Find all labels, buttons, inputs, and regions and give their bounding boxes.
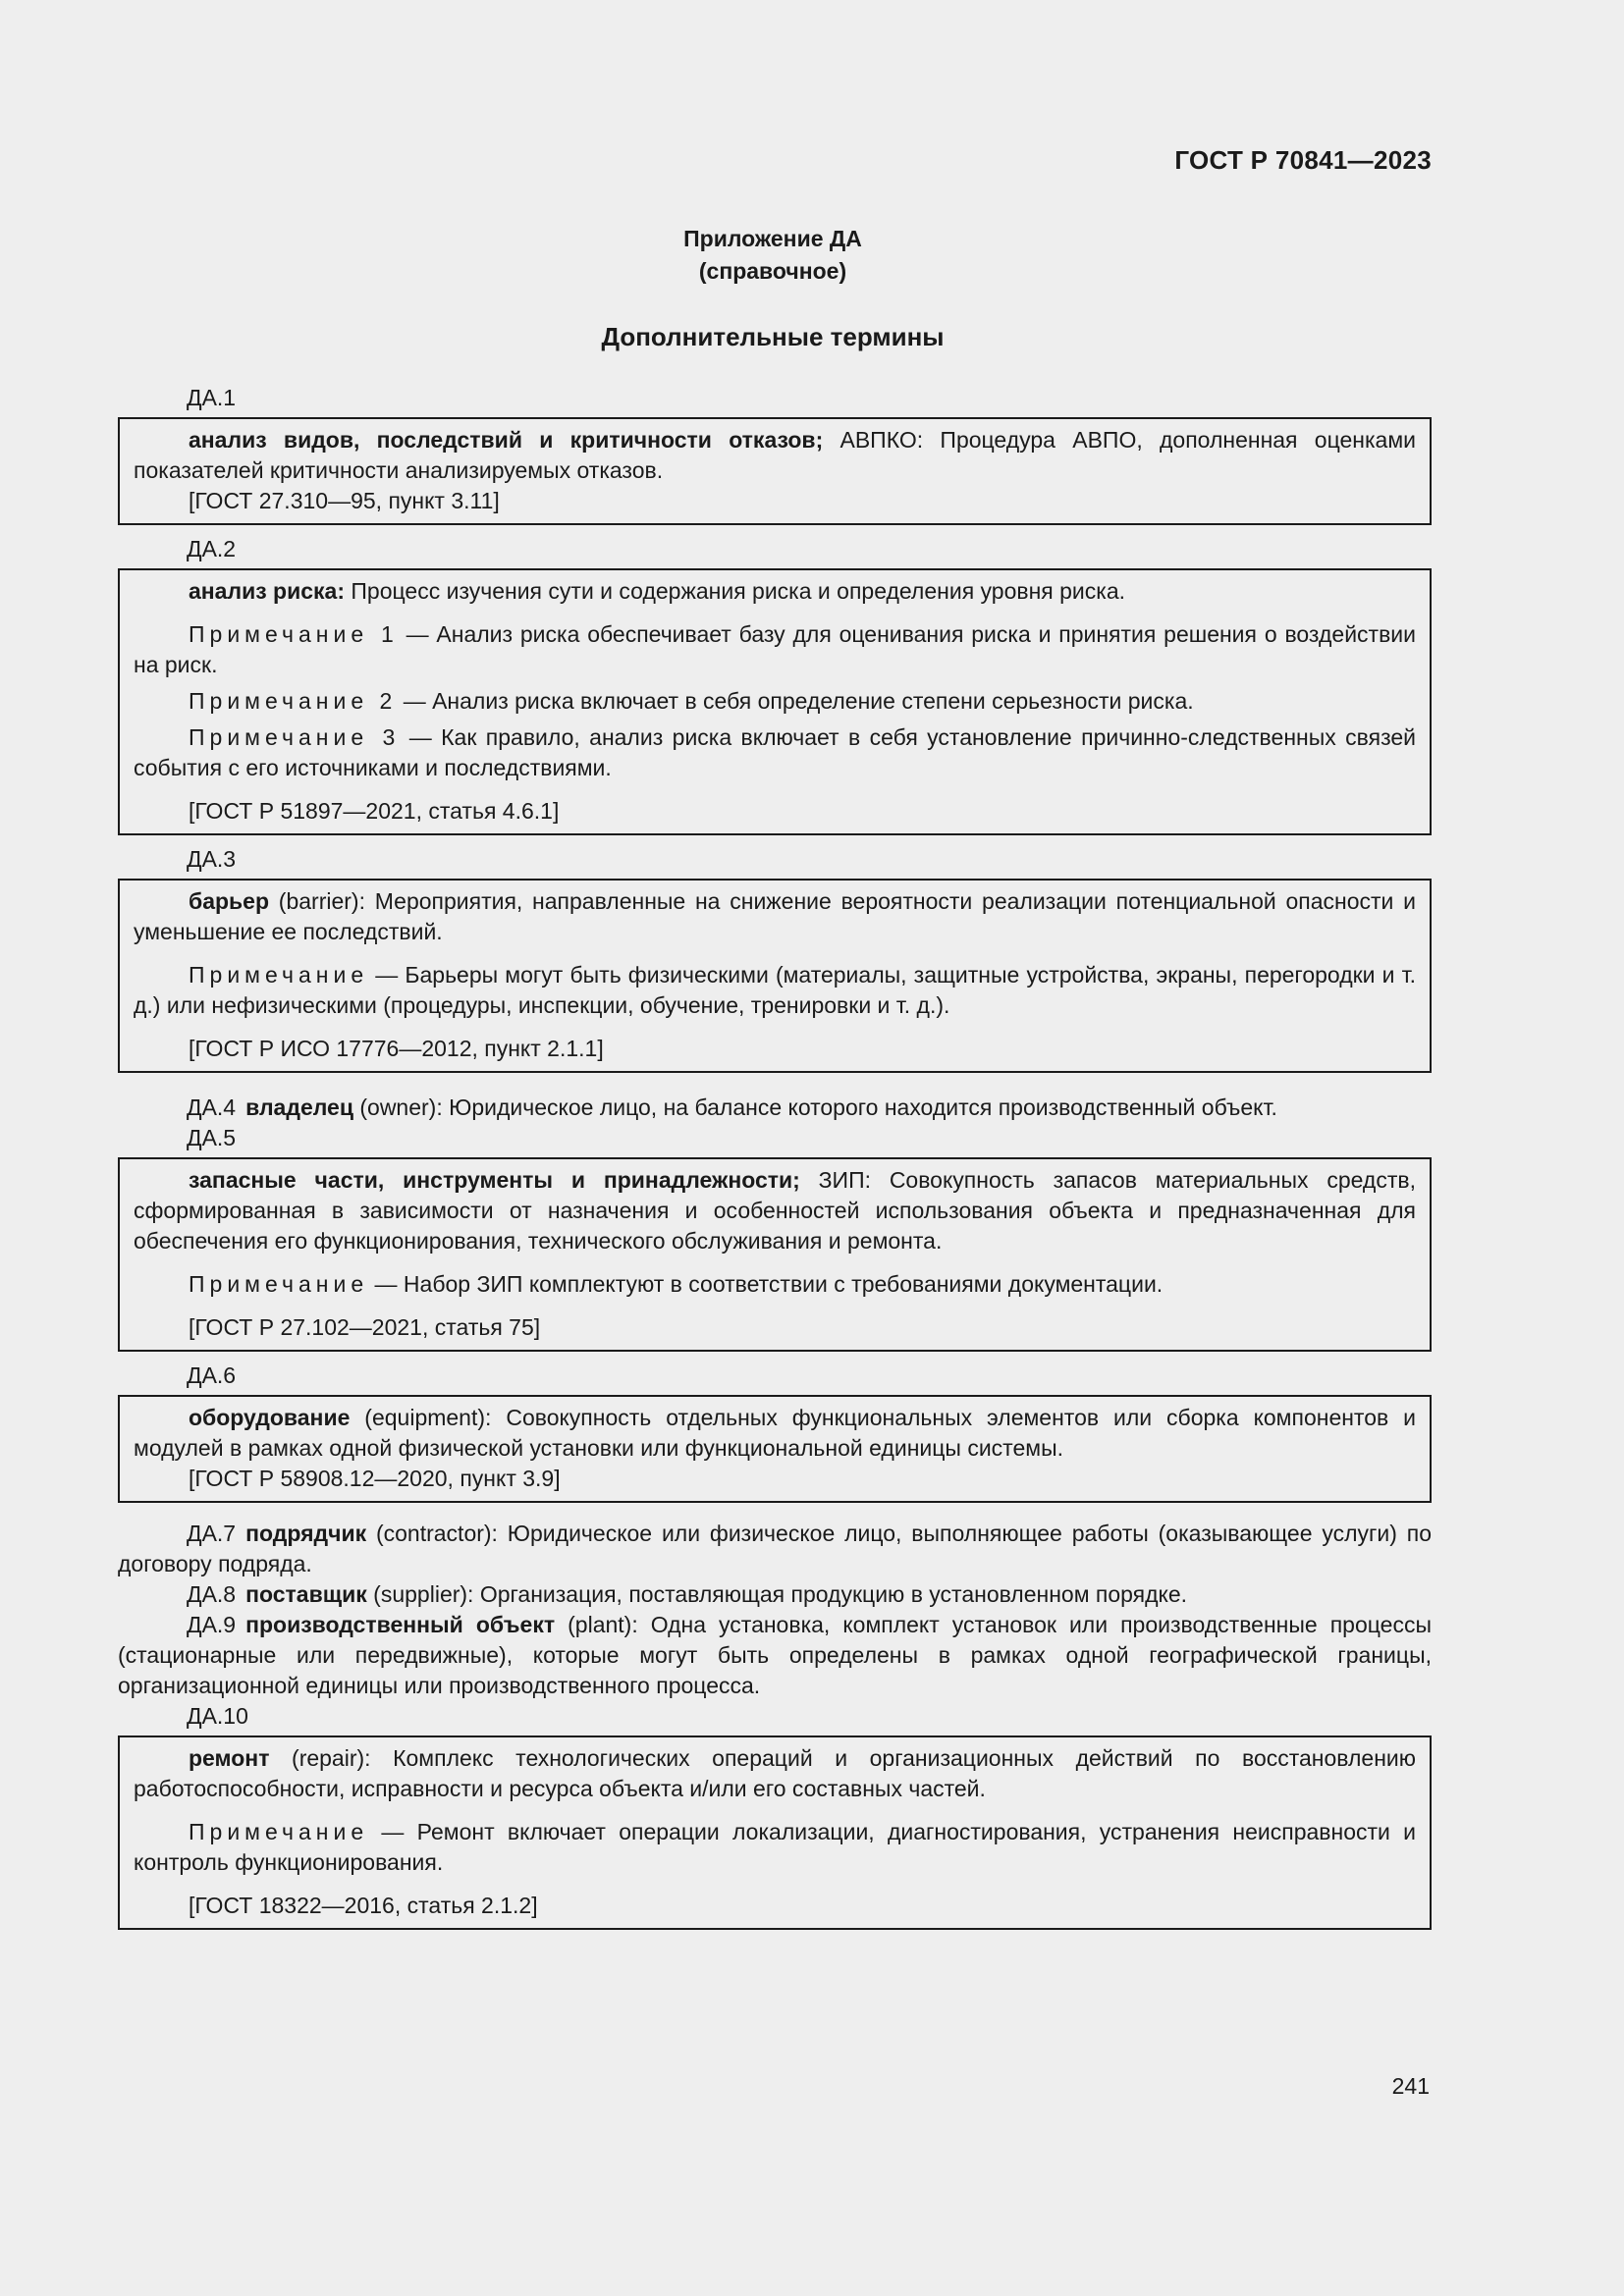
term-name: запасные части, инструменты и принадлежности; (189, 1167, 800, 1193)
term-note (134, 722, 1416, 783)
appendix-subtitle: (справочное) (698, 258, 847, 284)
note-text: — Как правило, анализ риска включает в себя установление причинно-следственных связей события с его источниками и последствиями. (134, 724, 1416, 780)
term-source: [ГОСТ Р 51897—2021, статья 4.6.1] (189, 798, 560, 824)
entry-number: ДА.5 (187, 1125, 237, 1150)
term-definition (134, 576, 1416, 607)
term-box (118, 417, 1432, 525)
term-definition (134, 1165, 1416, 1256)
note-label: Примечание (189, 962, 369, 988)
note-label: Примечание (189, 1819, 369, 1844)
term-text: ЗИП: Совокупность запасов материальных средств, сформированная в зависимости от назначения и особенностей использования объекта и предназначенная для обеспечения его функционирования, технического обслуживания и ремонта. (134, 1167, 1416, 1254)
entry-number: ДА.4 (187, 1095, 237, 1120)
term-box (118, 1735, 1432, 1930)
term-source: [ГОСТ Р ИСО 17776—2012, пункт 2.1.1] (189, 1036, 604, 1061)
term-box (118, 879, 1432, 1073)
entry-number: ДА.2 (187, 536, 237, 561)
term-box (118, 1157, 1432, 1352)
term-name: владелец (245, 1095, 353, 1120)
term-box (118, 1395, 1432, 1503)
term-entry-inline (118, 1610, 1432, 1701)
note-text: — Анализ риска обеспечивает базу для оценивания риска и принятия решения о воздействии на риск. (134, 621, 1416, 677)
entry-number: ДА.3 (187, 846, 237, 872)
document-code: ГОСТ Р 70841—2023 (1174, 145, 1432, 175)
entry-number: ДА.10 (187, 1703, 248, 1729)
term-text: (plant): Одна установка, комплект установок или производственные процессы (стационарные или передвижные), которые могут быть определены в рамках одной географической границы, организационной единицы или производственного процесса. (118, 1612, 1432, 1698)
term-entry-inline (118, 1579, 1432, 1610)
term-entry-inline (118, 1519, 1432, 1579)
term-note (134, 960, 1416, 1021)
term-source: [ГОСТ 18322—2016, статья 2.1.2] (189, 1893, 538, 1918)
entry-number: ДА.9 (187, 1612, 237, 1637)
term-text: Процесс изучения сути и содержания риска и определения уровня риска. (345, 578, 1126, 604)
term-definition (134, 425, 1416, 486)
term-name: анализ видов, последствий и критичности отказов; (189, 427, 824, 453)
note-text: — Набор ЗИП комплектуют в соответствии с требованиями документации. (368, 1271, 1164, 1297)
term-definition (134, 1743, 1416, 1804)
entry-number: ДА.6 (187, 1362, 237, 1388)
term-source: [ГОСТ 27.310—95, пункт 3.11] (189, 488, 500, 513)
term-note (134, 686, 1416, 717)
note-label: Примечание (189, 1271, 369, 1297)
term-text: (owner): Юридическое лицо, на балансе которого находится производственный объект. (352, 1095, 1277, 1120)
term-text: (equipment): Совокупность отдельных функциональных элементов или сборка компонентов и модулей в рамках одной физической установки или функциональной единицы системы. (134, 1405, 1416, 1461)
terms-content (118, 383, 1432, 1939)
appendix-title: Приложение ДА (683, 226, 862, 251)
term-definition (134, 1403, 1416, 1464)
note-label: Примечание 2 (189, 688, 398, 714)
term-definition (134, 886, 1416, 947)
term-name: подрядчик (245, 1521, 367, 1546)
term-name: ремонт (189, 1745, 270, 1771)
section-title: Дополнительные термины (601, 322, 945, 351)
note-text: — Барьеры могут быть физическими (материалы, защитные устройства, экраны, перегородки и т. д.) или нефизическими (процедуры, инспекции, обучение, тренировки и т. д.). (134, 962, 1416, 1018)
note-label: Примечание 1 (189, 621, 399, 647)
note-label: Примечание 3 (189, 724, 401, 750)
term-box (118, 568, 1432, 835)
term-note (134, 1817, 1416, 1878)
term-source: [ГОСТ Р 27.102—2021, статья 75] (189, 1314, 541, 1340)
term-name: производственный объект (245, 1612, 556, 1637)
term-entry-inline (118, 1093, 1432, 1123)
page-number: 241 (1391, 2073, 1430, 2099)
term-note (134, 619, 1416, 680)
term-source: [ГОСТ Р 58908.12—2020, пункт 3.9] (189, 1466, 561, 1491)
term-text: АВПКО: Процедура АВПО, дополненная оценками показателей критичности анализируемых отказов. (134, 427, 1417, 483)
term-text: (repair): Комплекс технологических операций и организационных действий по восстановлению работоспособности, исправности и ресурса объекта и/или его составных частей. (134, 1745, 1416, 1801)
term-name: анализ риска: (189, 578, 345, 604)
note-text: — Анализ риска включает в себя определение степени серьезности риска. (397, 688, 1194, 714)
entry-number: ДА.1 (187, 385, 237, 410)
entry-number: ДА.7 (187, 1521, 237, 1546)
term-text: (barrier): Мероприятия, направленные на снижение вероятности реализации потенциальной опасности и уменьшение ее последствий. (134, 888, 1416, 944)
term-note (134, 1269, 1416, 1300)
note-text: — Ремонт включает операции локализации, диагностирования, устранения неисправности и контроль функционирования. (134, 1819, 1416, 1875)
term-name: барьер (189, 888, 270, 914)
entry-number: ДА.8 (187, 1581, 237, 1607)
term-name: оборудование (189, 1405, 351, 1430)
term-name: поставщик (245, 1581, 367, 1607)
term-text: (contractor): Юридическое или физическое лицо, выполняющее работы (оказывающее услуги) по договору подряда. (118, 1521, 1432, 1576)
term-text: (supplier): Организация, поставляющая продукцию в установленном порядке. (366, 1581, 1188, 1607)
